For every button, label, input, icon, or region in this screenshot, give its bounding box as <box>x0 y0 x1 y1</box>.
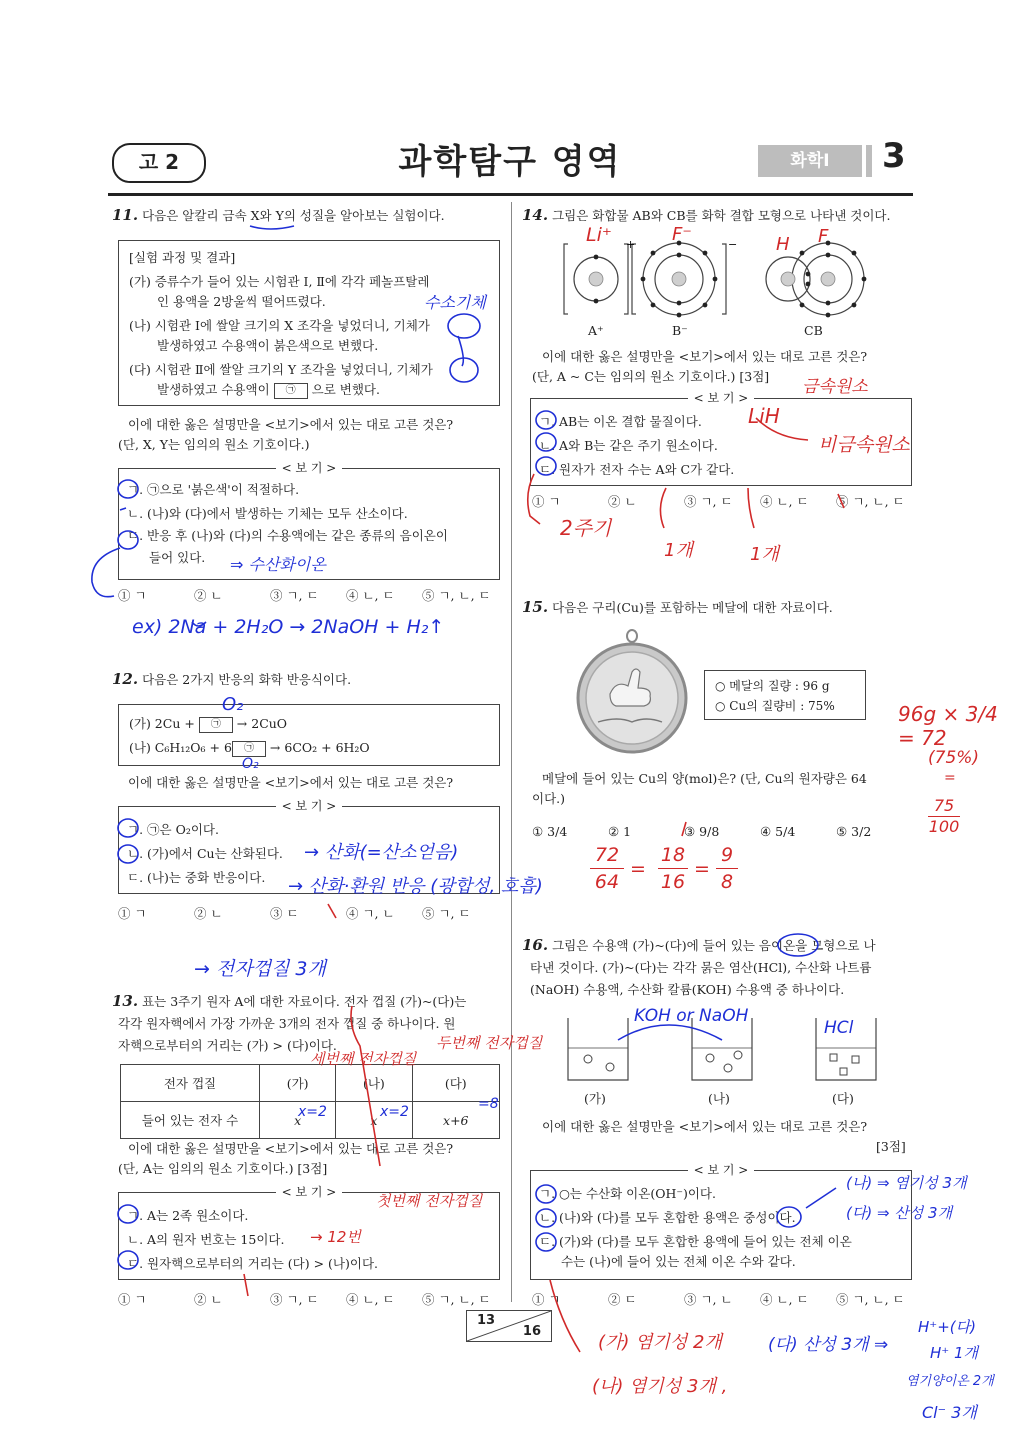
hw-q15-ratio-num: 72 <box>590 842 624 869</box>
page-number: 3 <box>882 136 906 176</box>
q14-choice-3[interactable]: ③ ㄱ, ㄷ <box>684 494 733 509</box>
q13-stem-3: 자핵으로부터의 거리는 (가) > (다)이다. <box>118 1038 337 1053</box>
q11-prompt2: (단, X, Y는 임의의 원소 기호이다.) <box>118 437 310 452</box>
q12-blank-1: ㉠ <box>199 717 233 733</box>
q15-choice-3[interactable]: ③ 9/8 <box>684 824 720 839</box>
hw-q12-o2a: O₂ <box>222 694 244 715</box>
hw-q15-res <box>716 842 738 895</box>
q11-choice-2[interactable]: ② ㄴ <box>194 588 223 603</box>
q12-number: 12. <box>112 670 139 688</box>
footer-page-total: 16 <box>522 1324 541 1339</box>
q13-header-na: (나) <box>336 1065 412 1102</box>
q11-choice-1[interactable]: ① ㄱ <box>118 588 147 603</box>
q16-choice-4[interactable]: ④ ㄴ, ㄷ <box>760 1292 809 1307</box>
q11-stem-text: 다음은 알칼리 금속 X와 Y의 성질을 알아보는 실험이다. <box>142 208 445 223</box>
hw-q12-oxid: → 산화(=산소얻음) <box>304 842 459 863</box>
hw-q15-mid-den: 16 <box>660 871 686 893</box>
q13-choice-4[interactable]: ④ ㄴ, ㄷ <box>346 1292 395 1307</box>
q15-number: 15. <box>522 598 549 616</box>
q11-bogi-3: ㄷ. 반응 후 (나)와 (다)의 수용액에는 같은 종류의 음이온이 <box>127 528 448 543</box>
q14-bogi-3: ㄷ. 원자가 전자 수는 A와 C가 같다. <box>539 462 735 477</box>
hw-q16-ga2: (가) 염기성 2개 <box>598 1332 722 1353</box>
hw-q16-mix3: 염기양이온 2개 <box>906 1374 994 1389</box>
hw-q15-frac-num: 75 <box>928 796 960 817</box>
q13-prompt2: (단, A는 임의의 원소 기호이다.) [3점] <box>118 1161 328 1176</box>
hw-q15-eq: = <box>944 770 956 786</box>
hw-q12-o2b: O₂ <box>242 756 259 772</box>
q13-cell-da: x+6 <box>412 1102 499 1139</box>
hw-q15-ratio-den: 64 <box>594 871 620 893</box>
q11-bogi-title: < 보 기 > <box>276 461 343 475</box>
q11-number: 11. <box>112 206 139 224</box>
hw-q14-f2: F <box>818 226 829 247</box>
hw-q16-mix1: H⁺+(다) <box>918 1318 976 1336</box>
hw-q11-example: ex) 2Na + 2H₂O → 2NaOH + H₂↑ <box>132 616 445 638</box>
q13-row-label: 들어 있는 전자 수 <box>121 1102 260 1139</box>
q16-beaker-ga: (가) <box>584 1091 606 1106</box>
q13-bogi-2: ㄴ. A의 원자 번호는 15이다. <box>127 1232 285 1247</box>
q11-choice-5[interactable]: ⑤ ㄱ, ㄴ, ㄷ <box>422 588 491 603</box>
q13-choice-1[interactable]: ① ㄱ <box>118 1292 147 1307</box>
q14-prompt2: (단, A ~ C는 임의의 원소 기호이다.) [3점] <box>532 369 770 384</box>
hw-q15-equal-2: = <box>694 858 710 880</box>
q16-bogi-1: ㄱ. ○는 수산화 이온(OH⁻)이다. <box>539 1186 716 1201</box>
q14-choice-1[interactable]: ① ㄱ <box>532 494 561 509</box>
q11-prompt1: 이에 대한 옳은 설명만을 <보기>에서 있는 대로 고른 것은? <box>128 417 454 432</box>
q13-stem-2: 각각 원자핵에서 가장 가까운 3개의 전자 껍질 중 하나이다. 원 <box>118 1016 456 1031</box>
hw-q15-frac-den: 100 <box>928 817 960 836</box>
q12-prompt: 이에 대한 옳은 설명만을 <보기>에서 있는 대로 고른 것은? <box>128 775 454 790</box>
q15-prompt1: 메달에 들어 있는 Cu의 양(mol)은? (단, Cu의 원자량은 64 <box>542 771 867 786</box>
hw-q14-one2: 1개 <box>750 544 779 565</box>
hw-q13-third: 세번째 전자껍질 <box>310 1050 417 1068</box>
q13-choice-5[interactable]: ⑤ ㄱ, ㄴ, ㄷ <box>422 1292 491 1307</box>
q14-bogi-1: ㄱ. AB는 이온 결합 물질이다. <box>539 414 702 429</box>
q11-box-title: [실험 과정 및 결과] <box>129 250 236 265</box>
hw-q11-anion: ⇒ 수산화이온 <box>230 555 326 574</box>
q13-bogi-3: ㄷ. 원자핵으로부터의 거리는 (다) > (나)이다. <box>127 1256 378 1271</box>
q13-prompt1: 이에 대한 옳은 설명만을 <보기>에서 있는 대로 고른 것은? <box>128 1141 454 1156</box>
q13-bogi-title: < 보 기 > <box>276 1185 343 1199</box>
grade-badge: 고 2 <box>112 143 206 183</box>
q16-choice-3[interactable]: ③ ㄱ, ㄴ <box>684 1292 733 1307</box>
q16-stem-2: 타낸 것이다. (가)~(다)는 각각 묽은 염산(HCl), 수산화 나트륨 <box>530 960 872 975</box>
hw-q13-x1: x=2 <box>298 1104 327 1120</box>
q13-stem-1: 표는 3주기 원자 A에 대한 자료이다. 전자 껍질 (가)~(다)는 <box>142 994 467 1009</box>
svg-text:−: − <box>728 238 738 251</box>
q11-bogi-4: 들어 있다. <box>149 550 206 565</box>
q15-choice-5[interactable]: ⑤ 3/2 <box>836 824 872 839</box>
q14-bogi-2: ㄴ. A와 B는 같은 주기 원소이다. <box>539 438 718 453</box>
q14-choice-5[interactable]: ⑤ ㄱ, ㄴ, ㄷ <box>836 494 905 509</box>
q13-header-ga: (가) <box>260 1065 336 1102</box>
q12-bogi-title: < 보 기 > <box>276 799 343 813</box>
q14-choice-2[interactable]: ② ㄴ <box>608 494 637 509</box>
hw-q16-mix2: H⁺ 1개 <box>930 1344 978 1362</box>
q16-prompt: 이에 대한 옳은 설명만을 <보기>에서 있는 대로 고른 것은? <box>542 1119 868 1134</box>
q13-number: 13. <box>112 992 139 1010</box>
hw-q15-ratio <box>590 842 624 895</box>
q16-stem-3: (NaOH) 수용액, 수산화 칼륨(KOH) 수용액 중 하나이다. <box>530 982 845 997</box>
q13-cell-na: x <box>336 1102 412 1139</box>
q15-choice-2[interactable]: ② 1 <box>608 824 632 839</box>
q15-info-mass: ○ 메달의 질량 : 96 g <box>715 679 830 693</box>
q11-bogi-1: ㄱ. ㉠으로 '붉은색'이 적절하다. <box>127 482 300 497</box>
q12-choice-5[interactable]: ⑤ ㄱ, ㄷ <box>422 906 471 921</box>
q13-bogi-1: ㄱ. A는 2족 원소이다. <box>127 1208 249 1223</box>
q15-choice-1[interactable]: ① 3/4 <box>532 824 568 839</box>
q15-info-ratio: ○ Cu의 질량비 : 75% <box>715 699 835 713</box>
q16-beaker-da: (다) <box>832 1091 854 1106</box>
hw-q16-na3: (나) ⇒ 염기성 3개 <box>846 1174 967 1192</box>
q14-label-b: B⁻ <box>672 323 688 338</box>
q11-step-na1: (나) 시험관 Ⅰ에 쌀알 크기의 X 조각을 넣었더니, 기체가 <box>129 318 430 333</box>
q14-stem-text: 그림은 화합물 AB와 CB를 화학 결합 모형으로 나타낸 것이다. <box>552 208 891 223</box>
q12-choice-1[interactable]: ① ㄱ <box>118 906 147 921</box>
hw-q15-res-den: 8 <box>720 871 734 893</box>
q11-step-da1: (다) 시험관 Ⅱ에 쌀알 크기의 Y 조각을 넣었더니, 기체가 <box>129 362 433 377</box>
q11-bogi-2: ㄴ. (나)와 (다)에서 발생하는 기체는 모두 산소이다. <box>127 506 408 521</box>
hw-q15-res-num: 9 <box>716 842 738 869</box>
hw-q16-mix4: Cl⁻ 3개 <box>922 1403 977 1422</box>
q11-blank: ㉠ <box>274 383 308 399</box>
hw-q14-f: F⁻ <box>672 224 692 245</box>
q11-choice-3[interactable]: ③ ㄱ, ㄷ <box>270 588 319 603</box>
q14-label-a: A⁺ <box>588 323 604 338</box>
q16-points: [3점] <box>876 1139 906 1154</box>
q12-bogi-1: ㄱ. ㉠은 O₂이다. <box>127 822 219 837</box>
footer-page-current: 13 <box>477 1313 496 1328</box>
hw-q15-equal-1: = <box>630 858 646 880</box>
q11-step-na2: 발생하였고 수용액이 붉은색으로 변했다. <box>157 338 379 353</box>
q15-choice-4[interactable]: ④ 5/4 <box>760 824 796 839</box>
q12-choice-2[interactable]: ② ㄴ <box>194 906 223 921</box>
hw-q14-lih: LiH <box>748 404 780 428</box>
q16-bogi-3: ㄷ. (가)와 (다)를 모두 혼합한 용액에 들어 있는 전체 이온 <box>539 1234 852 1249</box>
hw-q14-metal: 금속원소 <box>802 377 868 397</box>
q13-header-da: (다) <box>412 1065 499 1102</box>
page-title: 과학탐구 영역 <box>398 142 622 182</box>
hw-q13-first: 첫번째 전자껍질 <box>376 1192 483 1210</box>
q12-blank-2: ㉠ <box>232 741 266 757</box>
q16-bogi-4: 수는 (나)에 들어 있는 전체 이온 수와 같다. <box>561 1254 796 1269</box>
svg-text:+: + <box>626 238 636 251</box>
q16-bogi-2: ㄴ. (나)와 (다)를 모두 혼합한 용액은 중성이다. <box>539 1210 796 1225</box>
q11-choice-4[interactable]: ④ ㄴ, ㄷ <box>346 588 395 603</box>
q13-header-shell: 전자 껍질 <box>121 1065 260 1102</box>
q16-bogi-title: < 보 기 > <box>688 1163 755 1177</box>
hw-q13-shells: → 전자껍질 3개 <box>194 958 326 980</box>
q16-beaker-na: (나) <box>708 1091 730 1106</box>
hw-q15-frac <box>928 796 960 837</box>
hw-q15-pct: (75%) <box>928 748 980 768</box>
hw-q13-x3: =8 <box>478 1096 499 1112</box>
q14-number: 14. <box>522 206 549 224</box>
q12-eq-na: (나) C₆H₁₂O₆ + 6 ㉠ → 6CO₂ + 6H₂O <box>129 740 370 755</box>
hw-q14-h: H <box>776 234 790 255</box>
q11-step-da2: 발생하였고 수용액이 ㉠ 으로 변했다. <box>157 382 380 397</box>
q11-step-ga2: 인 용액을 2방울씩 떨어뜨렸다. <box>157 294 326 309</box>
hw-q15-mid <box>658 842 688 895</box>
q15-stem-text: 다음은 구리(Cu)를 포함하는 메달에 대한 자료이다. <box>552 600 833 615</box>
hw-q16-base: KOH or NaOH <box>634 1006 749 1026</box>
q12-choice-4[interactable]: ④ ㄱ, ㄴ <box>346 906 395 921</box>
hw-q12-redox: → 산화·환원 반응 (광합성, 호흡) <box>288 876 543 897</box>
hw-q15-calc: 96g × 3/4 = 72 <box>898 702 998 750</box>
q12-stem-text: 다음은 2가지 반응의 화학 반응식이다. <box>142 672 352 687</box>
q11-step-ga1: (가) 증류수가 들어 있는 시험관 Ⅰ, Ⅱ에 각각 페놀프탈레 <box>129 274 430 289</box>
hw-q16-da3: (다) ⇒ 산성 3개 <box>846 1204 953 1222</box>
hw-q13-second: 두번째 전자껍질 <box>436 1034 543 1052</box>
q12-choice-3[interactable]: ③ ㄷ <box>270 906 299 921</box>
q16-choice-1[interactable]: ① ㄱ <box>532 1292 561 1307</box>
q14-prompt1: 이에 대한 옳은 설명만을 <보기>에서 있는 대로 고른 것은? <box>542 349 868 364</box>
q16-number: 16. <box>522 936 549 954</box>
q12-eq-ga: (가) 2Cu + ㉠ → 2CuO <box>129 716 288 731</box>
hw-q14-nonmetal: 비금속원소 <box>818 434 910 456</box>
hw-q16-na3b: (나) 염기성 3개 , <box>592 1376 728 1397</box>
q12-bogi-3: ㄷ. (나)는 중화 반응이다. <box>127 870 266 885</box>
hw-q15-mid-num: 18 <box>658 842 688 869</box>
q16-stem-1: 그림은 수용액 (가)~(다)에 들어 있는 음이온을 모형으로 나 <box>552 938 876 953</box>
q14-label-cb: CB <box>804 323 823 338</box>
q14-choice-4[interactable]: ④ ㄴ, ㄷ <box>760 494 809 509</box>
q14-bogi-title: < 보 기 > <box>688 391 755 405</box>
hw-q13-12: → 12번 <box>310 1228 361 1246</box>
q13-choice-3[interactable]: ③ ㄱ, ㄷ <box>270 1292 319 1307</box>
subject-badge: 화학Ⅰ <box>758 145 862 177</box>
q13-cell-ga: x <box>260 1102 336 1139</box>
q15-prompt2: 이다.) <box>532 791 566 806</box>
hw-q16-da3b: (다) 산성 3개 ⇒ <box>768 1335 889 1355</box>
hw-q13-x2: x=2 <box>380 1104 409 1120</box>
hw-q16-hcl: HCl <box>824 1018 854 1038</box>
hw-q14-period2: 2주기 <box>560 516 612 540</box>
hw-q14-li: Li⁺ <box>586 224 612 246</box>
hw-q11-gas: 수소기체 <box>424 293 486 312</box>
hw-q14-one1: 1개 <box>664 540 693 561</box>
q16-choice-2[interactable]: ② ㄷ <box>608 1292 637 1307</box>
q16-choice-5[interactable]: ⑤ ㄱ, ㄴ, ㄷ <box>836 1292 905 1307</box>
q13-choice-2[interactable]: ② ㄴ <box>194 1292 223 1307</box>
q12-bogi-2: ㄴ. (가)에서 Cu는 산화된다. <box>127 846 283 861</box>
